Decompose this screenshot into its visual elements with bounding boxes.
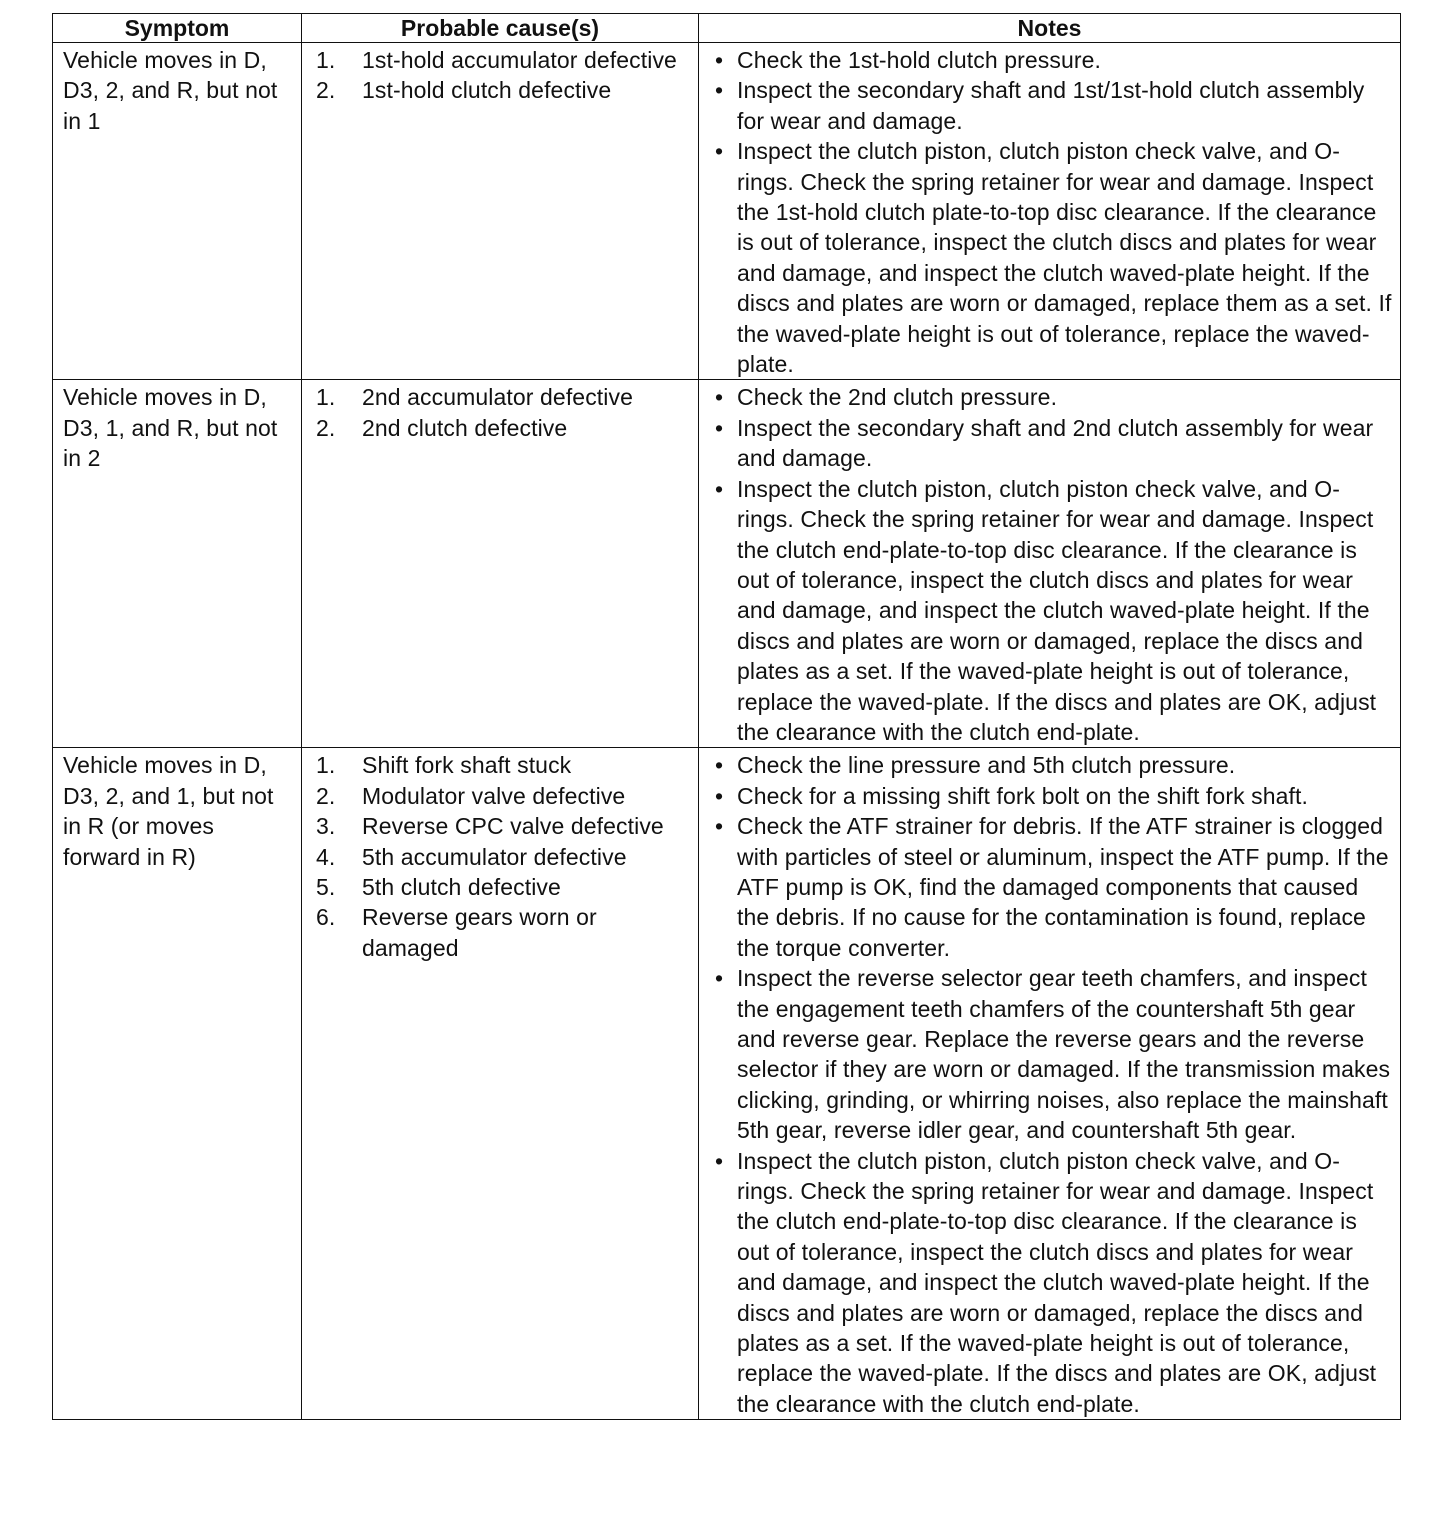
symptom-cell xyxy=(53,43,302,380)
note-item xyxy=(709,45,1394,75)
cause-number: 1. xyxy=(316,384,336,411)
cause-text: 1st-hold accumulator defective xyxy=(362,47,677,73)
cause-text: 5th clutch defective xyxy=(362,873,561,900)
cause-list xyxy=(312,45,692,106)
bullet-icon: • xyxy=(715,384,724,411)
table-row-2 xyxy=(53,380,1401,748)
notes-cell xyxy=(699,748,1401,1420)
note-text: Inspect the secondary shaft and 1st/1st-hold clutch assembly for wear and damage. xyxy=(737,77,1365,134)
bullet-icon: • xyxy=(715,1147,724,1174)
cause-number: 3. xyxy=(316,813,336,840)
cause-item xyxy=(312,75,692,105)
note-item xyxy=(709,382,1394,412)
bullet-icon: • xyxy=(715,475,724,502)
bullet-icon: • xyxy=(715,414,724,441)
header-notes: Notes xyxy=(699,14,1401,43)
bullet-icon: • xyxy=(715,965,724,992)
table-header xyxy=(53,14,1401,43)
bullet-icon: • xyxy=(715,813,724,840)
symptom-text: Vehicle moves in D, D3, 1, and R, but not in 2 xyxy=(63,384,278,472)
probable-cause-cell xyxy=(302,43,699,380)
note-text: Inspect the reverse selector gear teeth chamfers, and inspect the engagement teeth chamfers of the countershaft 5th gear and reverse gear. Replace the reverse gears and the reverse selector if they are worn or damaged. If the transmission makes clicking, grinding, or whirring noises, also replace the mainshaft 5th gear, reverse idler gear, and countershaft 5th gear. xyxy=(737,965,1391,1144)
cause-number: 2. xyxy=(316,414,336,441)
probable-cause-cell xyxy=(302,380,699,748)
note-item xyxy=(709,75,1394,136)
cause-text: 5th accumulator defective xyxy=(362,843,627,870)
note-text: Check the ATF strainer for debris. If the ATF strainer is clogged with particles of steel or aluminum, inspect the ATF pump. If the ATF pump is OK, find the damaged components that caused the debris. If no cause for the contamination is found, replace the torque converter. xyxy=(737,813,1389,961)
cause-text: 2nd accumulator defective xyxy=(362,384,633,411)
cause-item xyxy=(312,872,692,902)
note-text: Check for a missing shift fork bolt on the shift fork shaft. xyxy=(737,782,1309,809)
bullet-icon: • xyxy=(715,138,724,165)
note-item xyxy=(709,136,1394,379)
header-symptom: Symptom xyxy=(53,14,302,43)
symptom-cell xyxy=(53,380,302,748)
note-item xyxy=(709,781,1394,811)
cause-number: 5. xyxy=(316,873,336,900)
cause-text: 1st-hold clutch defective xyxy=(362,77,612,104)
cause-item xyxy=(312,45,692,75)
notes-list xyxy=(709,382,1394,747)
cause-list xyxy=(312,750,692,963)
symptom-text: Vehicle moves in D, D3, 2, and 1, but not in R (or moves forward in R) xyxy=(63,752,274,870)
table-row-1 xyxy=(53,43,1401,380)
cause-text: 2nd clutch defective xyxy=(362,414,568,441)
note-text: Inspect the clutch piston, clutch piston check valve, and O-rings. Check the spring retainer for wear and damage. Inspect the clutch end-plate-to-top disc clearance. If the clearance is out of tolerance, inspect the clutch discs and plates for wear and damage, and inspect the clutch waved-plate height. If the discs and plates are worn or damaged, replace the discs and plates as a set. If the waved-plate height is out of tolerance, replace the waved-plate. If the discs and plates are OK, adjust the clearance with the clutch end-plate. xyxy=(737,475,1377,745)
note-text: Inspect the clutch piston, clutch piston check valve, and O-rings. Check the spring retainer for wear and damage. Inspect the 1st-hold clutch plate-to-top disc clearance. If the clearance is out of tolerance, inspect the clutch discs and plates for wear and damage, and inspect the clutch waved-plate height. If the discs and plates are worn or damaged, replace them as a set. If the waved-plate height is out of tolerance, replace the waved-plate. xyxy=(737,138,1392,378)
cause-number: 2. xyxy=(316,77,336,104)
table-row-3 xyxy=(53,748,1401,1420)
note-text: Check the line pressure and 5th clutch pressure. xyxy=(737,752,1236,779)
bullet-icon: • xyxy=(715,77,724,104)
cause-number: 6. xyxy=(316,904,336,931)
table-body xyxy=(53,43,1401,1420)
cause-item xyxy=(312,750,692,780)
symptom-text: Vehicle moves in D, D3, 2, and R, but not in 1 xyxy=(63,47,278,134)
cause-list xyxy=(312,382,692,443)
cause-item xyxy=(312,781,692,811)
cause-item xyxy=(312,382,692,412)
cause-text: Reverse CPC valve defective xyxy=(362,813,664,840)
cause-number: 4. xyxy=(316,843,336,870)
notes-cell xyxy=(699,380,1401,748)
note-text: Check the 1st-hold clutch pressure. xyxy=(737,47,1102,73)
note-item xyxy=(709,474,1394,748)
notes-cell xyxy=(699,43,1401,380)
cause-item xyxy=(312,811,692,841)
bullet-icon: • xyxy=(715,47,724,73)
note-text: Inspect the secondary shaft and 2nd clutch assembly for wear and damage. xyxy=(737,414,1374,472)
symptom-cell xyxy=(53,748,302,1420)
cause-number: 1. xyxy=(316,752,336,779)
cause-item xyxy=(312,413,692,443)
cause-text: Shift fork shaft stuck xyxy=(362,752,572,779)
probable-cause-cell xyxy=(302,748,699,1420)
note-text: Check the 2nd clutch pressure. xyxy=(737,384,1058,411)
header-probable-cause: Probable cause(s) xyxy=(302,14,699,43)
notes-list xyxy=(709,750,1394,1419)
cause-text: Modulator valve defective xyxy=(362,782,626,809)
note-item xyxy=(709,750,1394,780)
cause-number: 2. xyxy=(316,782,336,809)
bullet-icon: • xyxy=(715,782,724,809)
troubleshooting-table xyxy=(52,13,1401,1420)
header-row xyxy=(53,14,1401,43)
cause-number: 1. xyxy=(316,47,336,73)
note-item xyxy=(709,413,1394,474)
note-item xyxy=(709,811,1394,963)
cause-item xyxy=(312,902,692,963)
note-text: Inspect the clutch piston, clutch piston check valve, and O-rings. Check the spring retainer for wear and damage. Inspect the clutch end-plate-to-top disc clearance. If the clearance is out of tolerance, inspect the clutch discs and plates for wear and damage, and inspect the clutch waved-plate height. If the discs and plates are worn or damaged, replace the discs and plates as a set. If the waved-plate height is out of tolerance, replace the waved-plate. If the discs and plates are OK, adjust the clearance with the clutch end-plate. xyxy=(737,1147,1377,1417)
cause-text: Reverse gears worn or damaged xyxy=(362,904,597,961)
note-item xyxy=(709,1146,1394,1420)
cause-item xyxy=(312,842,692,872)
notes-list xyxy=(709,45,1394,379)
note-item xyxy=(709,963,1394,1145)
bullet-icon: • xyxy=(715,752,724,779)
